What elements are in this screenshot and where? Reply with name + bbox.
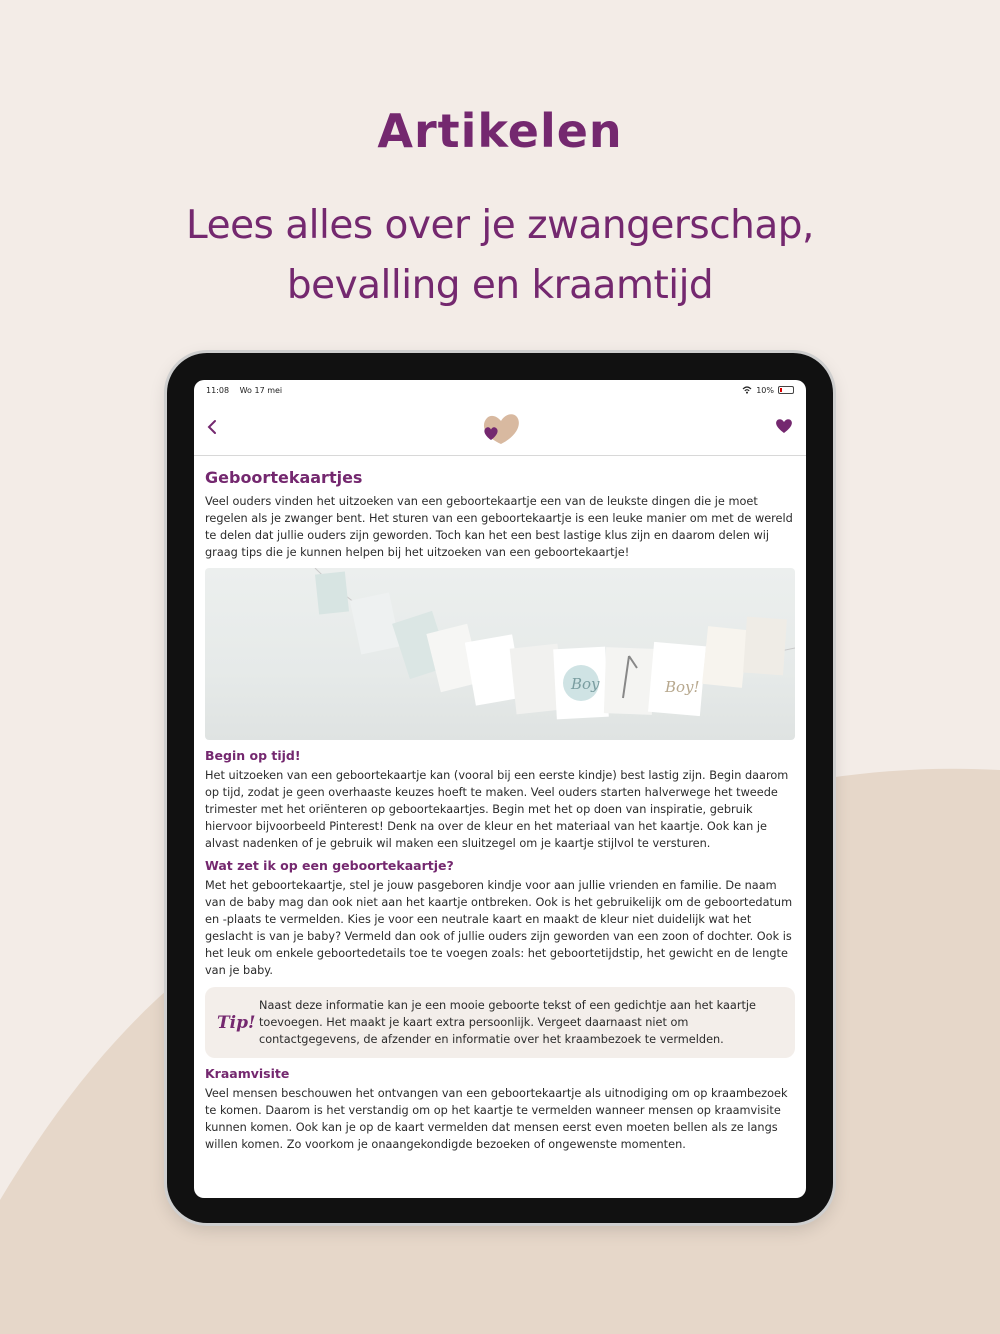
status-left — [206, 386, 290, 395]
section-title-begin-op-tijd: Begin op tijd! — [205, 748, 301, 763]
article-content — [194, 456, 806, 1153]
hero-card-text-2: Boy! — [665, 678, 700, 696]
promo-subtitle-line1: Lees alles over je zwangerschap, — [186, 203, 814, 248]
back-button[interactable] — [206, 416, 230, 440]
wifi-icon — [742, 386, 752, 394]
hero-card-text-1: Boy — [571, 675, 600, 693]
hearts-logo — [479, 410, 521, 446]
tip-label: Tip! — [217, 1012, 256, 1033]
heart-icon — [774, 417, 794, 435]
promo-subtitle — [0, 196, 1000, 316]
status-time: 11:08 — [206, 385, 230, 395]
article-title: Geboortekaartjes — [205, 468, 363, 487]
article-intro: Veel ouders vinden het uitzoeken van een geboortekaartje een van de leukste dingen die je moet regelen als je zwanger bent. Het sturen van een geboortekaartje is een leuke manier om met de wereld te delen dat jullie ouders zijn geworden. Toch kan het een best lastige klus zijn en daarom delen wij graag tips die je kunnen helpen bij het uitzoeken van een geboortekaartje! — [205, 495, 793, 559]
favorite-button[interactable] — [770, 417, 794, 439]
section-text-begin-op-tijd: Het uitzoeken van een geboortekaartje kan (vooral bij een eerste kindje) best lastig zijn. Begin daarom op tijd, zodat je geen overhaaste keuzes hoeft te maken. Veel ouders starten halverwege het tweede trimester met het oriënteren op geboortekaartjes. Begin met het op doen van inspiratie, gebruik hiervoor bijvoorbeeld Pinterest! Denk na over de kleur en het materiaal van het kaartje. Ook kan je alvast nadenken of je gebruik wil maken een sluitzegel om je kaartje stijlvol te versturen. — [205, 769, 789, 850]
article-hero-image — [205, 568, 795, 740]
battery-percentage: 10% — [756, 385, 774, 395]
chevron-left-icon — [206, 419, 218, 435]
section-text-kraamvisite: Veel mensen beschouwen het ontvangen van een geboortekaartje als uitnodiging om op kraambezoek te komen. Daarom is het verstandig om op het kaartje te vermelden wanneer mensen op kraamvisite kunnen komen. Ook kan je op de kaart vermelden dat mensen eerst even moeten bellen als ze langs willen komen. Zo voorkom je onaangekondigde bezoeken of ongewenste momenten. — [205, 1087, 788, 1151]
battery-icon — [778, 386, 794, 394]
promo-subtitle-line2: bevalling en kraamtijd — [286, 263, 714, 308]
section-text-wat-zet-ik: Met het geboortekaartje, stel je jouw pasgeboren kindje voor aan jullie vrienden en familie. De naam van de baby mag dan ook niet aan het kaartje ontbreken. Ook is het gebruikelijk om de geboortedatum en -plaats te vermelden. Kies je voor een neutrale kaart en maakt de kleur niet duidelijk wat het geslacht is van je baby? Vermeld dan ook of jullie ouders zijn geworden van een zoon of dochter. Ook is het leuk om enkele geboortedetails toe te voegen zoals: het geboortetijdstip, het gewicht en de lengte van je baby. — [205, 879, 793, 977]
tablet-frame — [167, 353, 833, 1223]
status-date: Wo 17 mei — [239, 385, 283, 395]
app-screen — [194, 380, 806, 1198]
section-title-kraamvisite: Kraamvisite — [205, 1066, 290, 1081]
status-bar — [194, 380, 806, 400]
promo-title: Artikelen — [377, 104, 623, 158]
tip-text: Naast deze informatie kan je een mooie geboorte tekst of een gedichtje aan het kaartje toevoegen. Het maakt je kaart extra persoonlijk. Vergeet daarnaast niet om contactgegevens, de afzender en informatie over het kraambezoek te vermelden. — [259, 999, 756, 1046]
status-right — [742, 386, 794, 395]
birth-cards-garland-image — [205, 568, 795, 740]
tip-box — [205, 987, 795, 1058]
section-title-wat-zet-ik: Wat zet ik op een geboortekaartje? — [205, 858, 454, 873]
nav-bar — [194, 400, 806, 456]
